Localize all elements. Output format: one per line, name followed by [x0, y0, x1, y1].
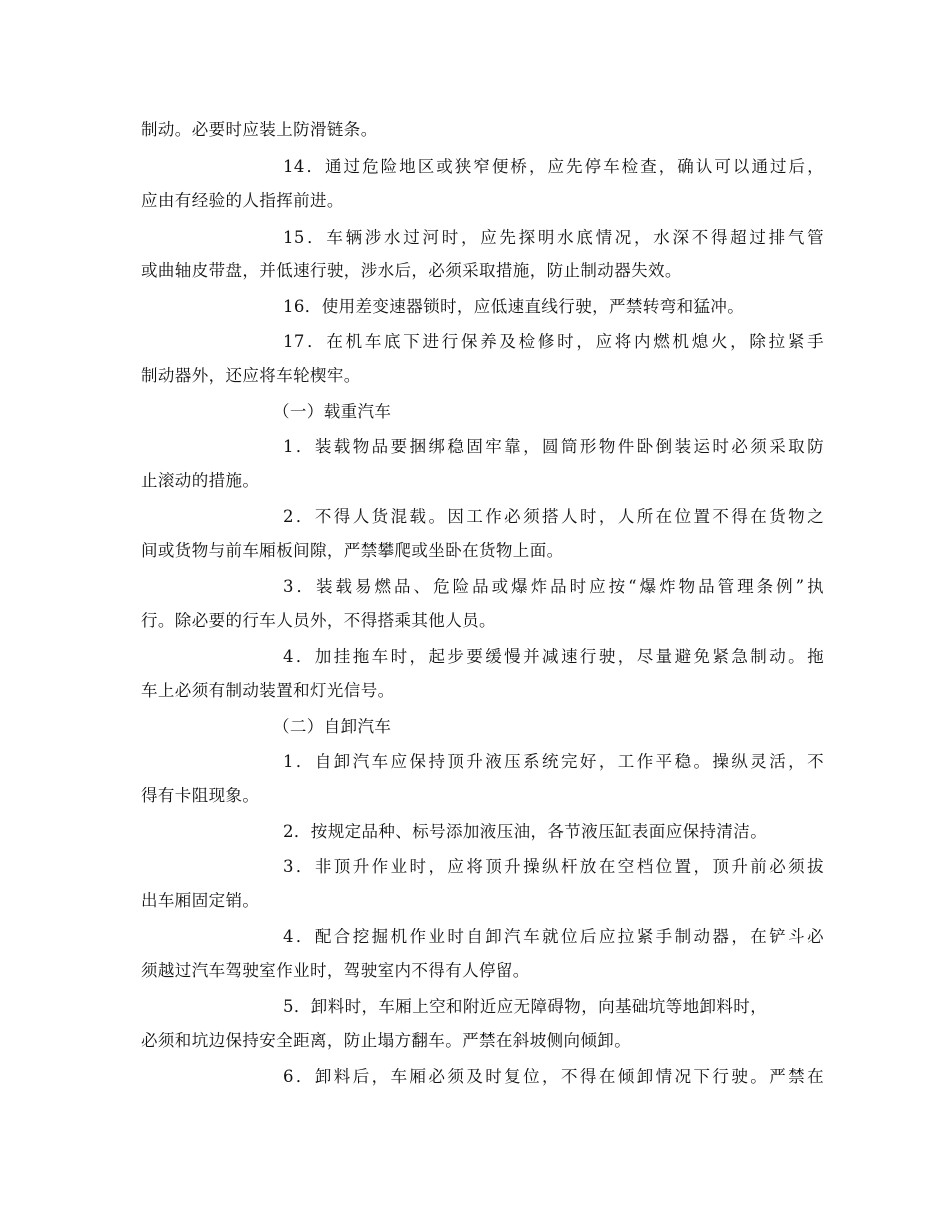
- paragraph-16: 16．使用差变速器锁时，应低速直线行驶，严禁转弯和猛冲。: [283, 297, 745, 316]
- section-heading-dump-trucks: （二）自卸汽车: [273, 717, 392, 736]
- dump-item-5-line-1: 5．卸料时，车厢上空和附近应无障碍物，向基础坑等地卸料时，: [283, 997, 768, 1016]
- truck-item-3-line-2: 行。除必要的行车人员外，不得搭乘其他人员。: [141, 611, 496, 630]
- text-line: 制动。必要时应装上防滑链条。: [141, 120, 378, 139]
- dump-item-6-line-1: 6．卸料后，车厢必须及时复位，不得在倾卸情况下行驶。严禁在: [283, 1067, 824, 1086]
- truck-item-1-line-2: 止滚动的措施。: [141, 471, 260, 490]
- paragraph-14-line-2: 应由有经验的人指挥前进。: [141, 191, 344, 210]
- paragraph-14-line-1: 14．通过危险地区或狭窄便桥，应先停车检查，确认可以通过后，: [283, 157, 824, 176]
- dump-item-4-line-2: 须越过汽车驾驶室作业时，驾驶室内不得有人停留。: [141, 961, 530, 980]
- truck-item-3-line-1: 3．装载易燃品、危险品或爆炸品时应按“爆炸物品管理条例”执: [283, 577, 824, 596]
- section-heading-trucks: （一）载重汽车: [273, 402, 392, 421]
- dump-item-3-line-2: 出车厢固定销。: [141, 891, 260, 910]
- paragraph-17-line-1: 17．在机车底下进行保养及检修时，应将内燃机熄火，除拉紧手: [283, 332, 824, 351]
- dump-item-2: 2．按规定品种、标号添加液压油，各节液压缸表面应保持清洁。: [283, 822, 768, 841]
- paragraph-15-line-2: 或曲轴皮带盘，并低速行驶，涉水后，必须采取措施，防止制动器失效。: [141, 261, 682, 280]
- dump-item-1-line-2: 得有卡阻现象。: [141, 786, 260, 805]
- truck-item-2-line-1: 2．不得人货混载。因工作必须搭人时，人所在位置不得在货物之: [283, 507, 824, 526]
- dump-item-4-line-1: 4．配合挖掘机作业时自卸汽车就位后应拉紧手制动器，在铲斗必: [283, 927, 824, 946]
- paragraph-15-line-1: 15．车辆涉水过河时，应先探明水底情况，水深不得超过排气管: [283, 228, 824, 247]
- dump-item-3-line-1: 3．非顶升作业时，应将顶升操纵杆放在空档位置，顶升前必须拔: [283, 857, 824, 876]
- truck-item-4-line-1: 4．加挂拖车时，起步要缓慢并减速行驶，尽量避免紧急制动。拖: [283, 647, 824, 666]
- paragraph-17-line-2: 制动器外，还应将车轮楔牢。: [141, 366, 361, 385]
- truck-item-2-line-2: 间或货物与前车厢板间隙，严禁攀爬或坐卧在货物上面。: [141, 541, 564, 560]
- truck-item-4-line-2: 车上必须有制动装置和灯光信号。: [141, 681, 395, 700]
- dump-item-5-line-2: 必须和坑边保持安全距离，防止塌方翻车。严禁在斜坡侧向倾卸。: [141, 1031, 632, 1050]
- truck-item-1-line-1: 1．装载物品要捆绑稳固牢靠，圆筒形物件卧倒装运时必须采取防: [283, 437, 824, 456]
- dump-item-1-line-1: 1．自卸汽车应保持顶升液压系统完好，工作平稳。操纵灵活，不: [283, 752, 824, 771]
